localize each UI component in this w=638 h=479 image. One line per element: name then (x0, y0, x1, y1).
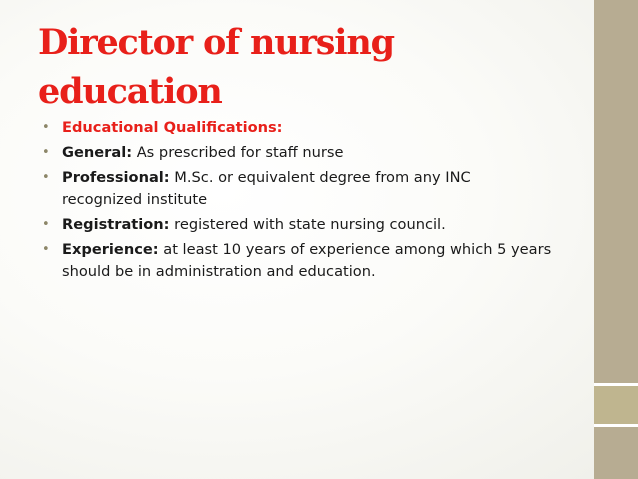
bullet-general (42, 142, 552, 164)
bullet-label: Registration: (62, 216, 170, 233)
bullet-label: Educational Qualifications: (62, 119, 283, 136)
bullet-marker-icon: • (42, 120, 50, 135)
bullet-experience (42, 239, 552, 283)
decorative-side-bar-accent (594, 386, 638, 424)
bullet-marker-icon: • (42, 170, 50, 185)
bullet-text: registered with state nursing council. (169, 216, 446, 233)
bullet-marker-icon: • (42, 217, 50, 232)
bullet-educational-qualifications (42, 117, 552, 139)
bullet-text: M.Sc. or equivalent degree from any INC recognized institute (62, 169, 471, 208)
bullet-text: As prescribed for staff nurse (132, 144, 344, 161)
bullet-label: Experience: (62, 241, 159, 258)
bullet-label: Professional: (62, 169, 170, 186)
bullet-marker-icon: • (42, 145, 50, 160)
decorative-side-bar-top (594, 0, 638, 383)
bullet-registration (42, 214, 552, 236)
bullet-list (42, 117, 552, 286)
bullet-professional (42, 167, 552, 211)
bullet-text: at least 10 years of experience among which 5 years should be in administration and education. (62, 241, 552, 280)
bullet-marker-icon: • (42, 242, 50, 257)
decorative-side-bar-bottom (594, 427, 638, 479)
bullet-label: General: (62, 144, 133, 161)
slide-title: Director of nursing education (38, 22, 394, 112)
